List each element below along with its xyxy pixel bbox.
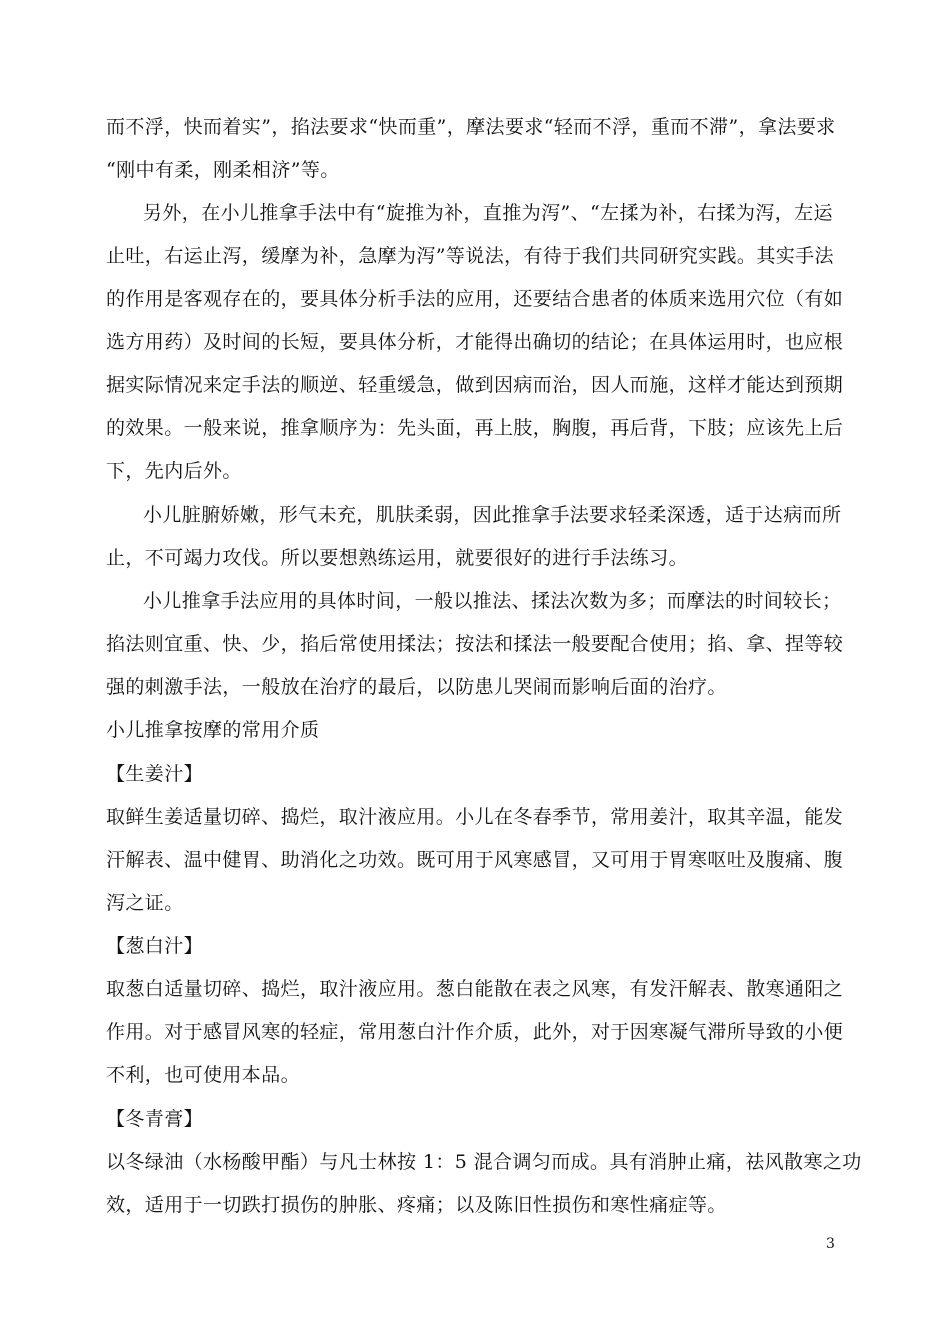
text-line: 泻之证。 — [106, 892, 184, 914]
text-line: 止吐，右运止泻，缓摩为补，急摩为泻”等说法，有待于我们共同研究实践。其实手法 — [106, 245, 834, 267]
text-line: 小儿脏腑娇嫩，形气未充，肌肤柔弱，因此推拿手法要求轻柔深透，适于达病而所 — [143, 504, 842, 526]
item-heading: 【葱白汁】 — [106, 935, 204, 957]
text-line: 作用。对于感冒风寒的轻症，常用葱白汁作介质，此外，对于因寒凝气滞所导致的小便 — [106, 1021, 844, 1043]
text-line: 不利，也可使用本品。 — [106, 1064, 301, 1086]
item-heading: 【生姜汁】 — [106, 763, 204, 785]
text-line: 的作用是客观存在的，要具体分析手法的应用，还要结合患者的体质来选用穴位（有如 — [106, 288, 844, 310]
text-line: 据实际情况来定手法的顺逆、轻重缓急，做到因病而治，因人而施，这样才能达到预期 — [106, 374, 844, 396]
item-heading: 【冬青膏】 — [106, 1108, 204, 1130]
text-line: 强的刺激手法，一般放在治疗的最后，以防患儿哭闹而影响后面的治疗。 — [106, 676, 727, 698]
text-line: 汗解表、温中健胃、助消化之功效。既可用于风寒感冒，又可用于胃寒呕吐及腹痛、腹 — [106, 849, 844, 871]
text-line: 选方用药）及时间的长短，要具体分析，才能得出确切的结论；在具体运用时，也应根 — [106, 331, 844, 353]
text-line: 掐法则宜重、快、少，掐后常使用揉法；按法和揉法一般要配合使用；掐、拿、捏等较 — [106, 633, 844, 655]
text-line: 的效果。一般来说，推拿顺序为：先头面，再上肢，胸腹，再后背，下肢；应该先上后 — [106, 417, 844, 439]
section-heading: 小儿推拿按摩的常用介质 — [106, 719, 320, 741]
text-line: 止，不可竭力攻伐。所以要想熟练运用，就要很好的进行手法练习。 — [106, 547, 689, 569]
text-line: “刚中有柔，刚柔相济”等。 — [106, 159, 340, 181]
text-line: 而不浮，快而着实”，掐法要求“快而重”，摩法要求“轻而不浮，重而不滞”，拿法要求 — [106, 116, 836, 138]
text-line: 小儿推拿手法应用的具体时间，一般以推法、揉法次数为多；而摩法的时间较长； — [143, 590, 842, 612]
text-line: 另外，在小儿推拿手法中有“旋推为补，直推为泻”、“左揉为补，右揉为泻，左运 — [143, 202, 833, 224]
text-line: 效，适用于一切跌打损伤的肿胀、疼痛；以及陈旧性损伤和寒性痛症等。 — [106, 1194, 727, 1216]
text-line: 取葱白适量切碎、捣烂，取汁液应用。葱白能散在表之风寒，有发汗解表、散寒通阳之 — [106, 978, 844, 1000]
page-number: 3 — [826, 1236, 835, 1252]
text-line: 取鲜生姜适量切碎、捣烂，取汁液应用。小儿在冬春季节，常用姜汁，取其辛温，能发 — [106, 806, 844, 828]
text-line: 以冬绿油（水杨酸甲酯）与凡士林按 1：5 混合调匀而成。具有消肿止痛，祛风散寒之功 — [106, 1151, 862, 1173]
text-line: 下，先内后外。 — [106, 460, 242, 482]
